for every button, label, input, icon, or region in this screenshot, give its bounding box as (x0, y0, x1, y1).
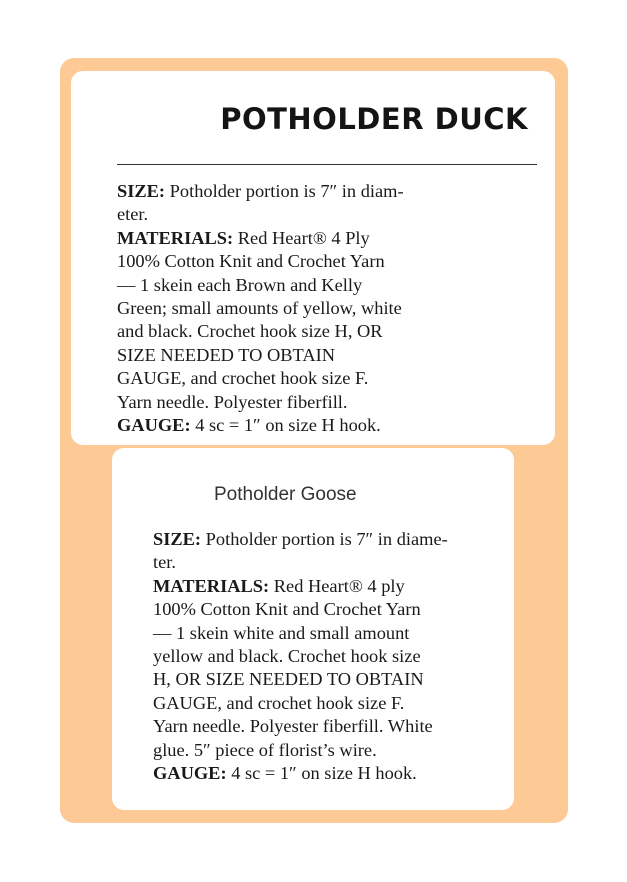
goose-gauge-text: 4 sc = 1″ on size H hook. (231, 763, 417, 784)
duck-gauge-line (117, 414, 485, 437)
duck-size-label: SIZE: (117, 181, 166, 201)
duck-materials-line: 100% Cotton Knit and Crochet Yarn (117, 251, 385, 272)
goose-size-label: SIZE: (153, 529, 202, 549)
goose-materials-first: Red Heart® 4 ply (273, 575, 405, 596)
duck-materials-first: Red Heart® 4 Ply (237, 227, 370, 248)
goose-materials-line: 100% Cotton Knit and Crochet Yarn (153, 599, 421, 620)
duck-gauge-label: GAUGE: (117, 415, 191, 436)
goose-size-line-2: ter. (153, 552, 176, 573)
duck-size-line-2: eter. (117, 204, 149, 225)
goose-gauge-line (153, 762, 513, 785)
goose-materials-line: glue. 5″ piece of florist’s wire. (153, 739, 377, 760)
goose-size-text-1: Potholder portion is 7″ in diame- (205, 529, 448, 549)
duck-materials-line: Yarn needle. Polyester fiberfill. (117, 391, 348, 412)
duck-title: POTHOLDER DUCK (220, 102, 528, 136)
goose-materials-line: GAUGE, and crochet hook size F. (153, 692, 405, 713)
goose-materials-label: MATERIALS: (153, 575, 270, 596)
goose-title: Potholder Goose (214, 484, 357, 505)
duck-title-divider (117, 164, 537, 165)
duck-materials-line: Green; small amounts of yellow, white (117, 298, 402, 319)
goose-materials-line: yellow and black. Crochet hook size (153, 646, 421, 667)
duck-materials-line-1 (117, 227, 485, 250)
duck-gauge-text: 4 sc = 1″ on size H hook. (195, 415, 381, 436)
duck-materials-line: and black. Crochet hook size H, OR (117, 321, 383, 342)
duck-size-text-1: Potholder portion is 7″ in diam- (169, 181, 404, 201)
goose-materials-line: Yarn needle. Polyester fiberfill. White (153, 716, 433, 737)
duck-size-line-1 (117, 180, 485, 203)
goose-materials-line: H, OR SIZE NEEDED TO OBTAIN (153, 669, 424, 690)
duck-materials-label: MATERIALS: (117, 227, 234, 248)
duck-materials-line: GAUGE, and crochet hook size F. (117, 368, 369, 389)
goose-size-line-1 (153, 528, 513, 551)
goose-gauge-label: GAUGE: (153, 763, 227, 784)
goose-materials-line-1 (153, 575, 513, 598)
duck-materials-line: — 1 skein each Brown and Kelly (117, 274, 363, 295)
duck-materials-line: SIZE NEEDED TO OBTAIN (117, 344, 336, 365)
goose-materials-line: — 1 skein white and small amount (153, 622, 410, 643)
duck-spec (117, 180, 485, 437)
goose-spec (153, 528, 513, 785)
